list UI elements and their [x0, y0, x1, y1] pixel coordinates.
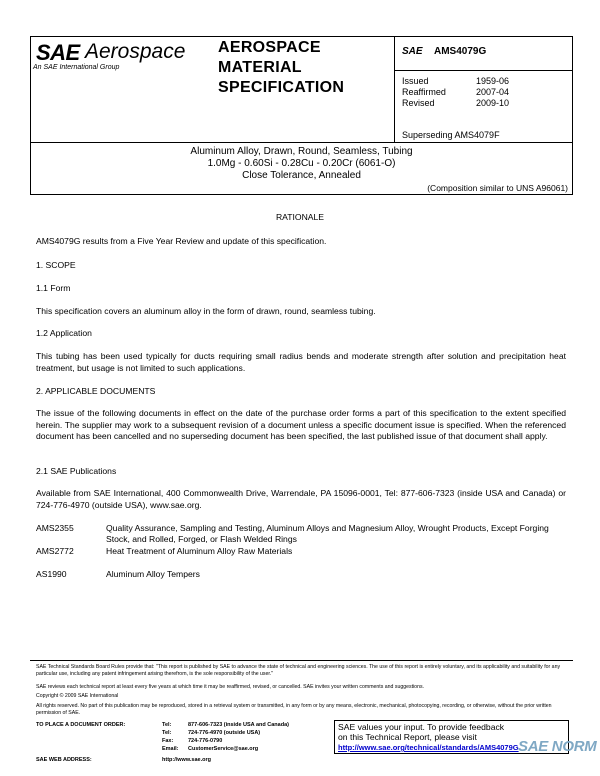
footer-rule [30, 660, 573, 661]
contact-value: 724-776-4970 (outside USA) [188, 730, 261, 736]
revision-label: Issued [402, 76, 429, 86]
header-rule [394, 70, 573, 71]
spec-title-line: MATERIAL [218, 59, 302, 76]
revision-date: 1959-06 [476, 76, 510, 86]
rationale-text: AMS4079G results from a Five Year Review and update of this specification. [36, 236, 327, 246]
logo-subtitle: An SAE International Group [33, 64, 120, 71]
title-line: 1.0Mg - 0.60Si - 0.28Cu - 0.20Cr (6061-O) [207, 158, 396, 169]
applicable-docs-text: The issue of the following documents in effect on the date of the purchase order forms a part of this specification to the extent specified herein. The supplier may work to a subsequent revision of a document unless a specific document issue is specified. When the referenced document has been cancelled and no superseding document has been specified, the last published issue of that document shall apply. [36, 408, 566, 441]
contact-value: 877-606-7323 (inside USA and Canada) [188, 722, 289, 728]
section-heading: 2. APPLICABLE DOCUMENTS [36, 386, 156, 396]
contact-value: 724-776-0790 [188, 738, 223, 744]
feedback-text: SAE values your input. To provide feedback [338, 722, 505, 732]
spec-title-line: SPECIFICATION [218, 79, 345, 96]
contact-key: Fax: [162, 738, 174, 744]
composition-note: (Composition similar to UNS A96061) [427, 183, 568, 193]
aerospace-logo-text: Aerospace [85, 40, 186, 63]
application-text: This tubing has been used typically for ducts requiring small radius bends and moderate strength after solution and precipitation heat treatment, but usage is not limited to such applications. [36, 351, 566, 373]
rationale-heading: RATIONALE [275, 212, 325, 222]
footer-rules-text: SAE Technical Standards Board Rules provide that: "This report is published by SAE to advance the state of technical and engineering sciences. The use of this report is entirely voluntary, and its applicability and suitability for any particular use, including any patent infringement arising therefrom, is the sole responsibility of the user." [36, 664, 561, 677]
order-label: TO PLACE A DOCUMENT ORDER: [36, 722, 126, 728]
title-line: Close Tolerance, Annealed [242, 170, 361, 181]
watermark-logo: SAE NORM [518, 738, 597, 755]
title-line: Aluminum Alloy, Drawn, Round, Seamless, Tubing [190, 146, 413, 157]
revision-label: Reaffirmed [402, 87, 446, 97]
web-label: SAE WEB ADDRESS: [36, 757, 92, 763]
spec-title-line: AEROSPACE [218, 39, 321, 56]
reference-title: Quality Assurance, Sampling and Testing, Aluminum Alloys and Magnesium Alloy, Wrought Products, Except Forging Stock, and Rolled, Forged, or Flash Welded Rings [106, 523, 549, 544]
superseding-note: Superseding AMS4079F [402, 130, 500, 140]
revision-date: 2009-10 [476, 98, 510, 108]
footer-copyright: Copyright © 2009 SAE International [36, 693, 119, 699]
sae-mini-logo: SAE [402, 46, 423, 57]
revision-label: Revised [402, 98, 435, 108]
feedback-text: on this Technical Report, please visit [338, 732, 477, 742]
contact-email-link[interactable]: CustomerService@sae.org [188, 746, 259, 752]
reference-code: AS1990 [36, 569, 67, 579]
section-heading: 2.1 SAE Publications [36, 466, 117, 476]
reference-title: Heat Treatment of Aluminum Alloy Raw Materials [106, 546, 293, 556]
footer-rights-text: All rights reserved. No part of this publication may be reproduced, stored in a retrieval system or transmitted, in any form or by any means, electronic, mechanical, photocopying, recording, or otherwise, without the prior written permission of SAE. [36, 703, 552, 716]
feedback-link[interactable]: http://www.sae.org/technical/standards/AMS4079G [338, 743, 519, 752]
section-heading: 1.2 Application [36, 328, 92, 338]
scope-form-text: This specification covers an aluminum alloy in the form of drawn, round, seamless tubing. [36, 306, 376, 316]
section-heading: 1. SCOPE [36, 260, 76, 270]
section-heading: 1.1 Form [36, 283, 71, 293]
footer-review-text: SAE reviews each technical report at least every five years at which time it may be reaffirmed, revised, or cancelled. SAE invites your written comments and suggestions. [36, 684, 424, 690]
document-number: AMS4079G [434, 46, 487, 57]
contact-key: Tel: [162, 730, 172, 736]
header-divider [394, 36, 395, 143]
reference-code: AMS2355 [36, 523, 74, 533]
sae-publications-text: Available from SAE International, 400 Commonwealth Drive, Warrendale, PA 15096-0001, Tel: 877-606-7323 (inside USA and Canada) or 724-776-4970 (outside USA), www.sae.org. [36, 488, 566, 510]
contact-key: Email: [162, 746, 179, 752]
revision-date: 2007-04 [476, 87, 510, 97]
web-address-link[interactable]: http://www.sae.org [162, 757, 211, 763]
reference-code: AMS2772 [36, 546, 74, 556]
contact-key: Tel: [162, 722, 172, 728]
spec-title [218, 38, 344, 98]
reference-title: Aluminum Alloy Tempers [106, 569, 200, 579]
sae-logo: SAE [36, 40, 80, 65]
